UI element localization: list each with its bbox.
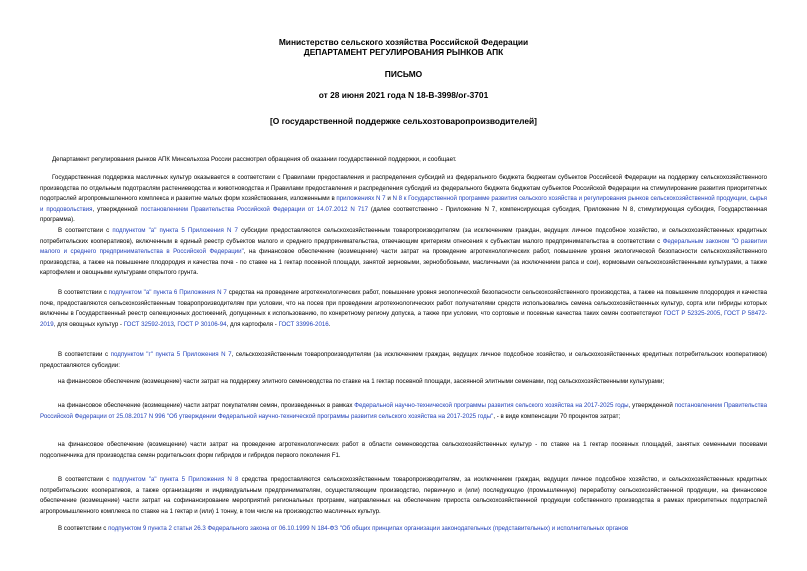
text: В соответствии с: [58, 476, 113, 483]
link-subpoint-g-point-5-appendix-7[interactable]: подпунктом "г" пункта 5 Приложения N 7: [110, 351, 232, 358]
text: В соответствии с: [58, 289, 109, 296]
paragraph-elite-seeds: на финансовое обеспечение (возмещение) части затрат на поддержку элитного семеноводства по ставке на 1 гектар посевной площади, засеянной элитными семенами, под сельскохозяйственными культурами;: [58, 378, 665, 385]
text: , утвержденной: [92, 205, 141, 213]
paragraph-seed-conditions: [40, 288, 767, 330]
link-gost-r-58472-2019[interactable]: ГОСТ Р 58472-2019: [40, 310, 767, 328]
document-subject: [О государственной поддержке сельхозтоваропроизводителей]: [270, 116, 537, 126]
link-federal-law-small-business[interactable]: Федеральным законом "О развитии малого и среднего предпринимательства в Российской Федерации": [40, 237, 767, 255]
text: , сельскохозяйственным товаропроизводителям (за исключением граждан, ведущих личное подсобное хозяйство, и сельскохозяйственных кредитных потребительских кооперативов) предоставляются субсидии:: [40, 351, 767, 369]
text: В соответствии с: [58, 525, 109, 532]
text: ,: [173, 320, 178, 328]
link-federal-law-184-fz[interactable]: подпунктом 9 пункта 2 статьи 26.3 Федерального закона от 06.10.1999 N 184-ФЗ "Об общих принципах организации законодательных (представительных) и исполнительных органов: [108, 525, 629, 532]
text: Государственная поддержка масличных культур оказывается в соответствии с Правилами предоставления и распределения субсидий из федерального бюджета бюджетам субъектов Российской Федерации на поддержку сельскохозяйственного производства по отдельным подотраслям растениеводства и животноводства и Правилами предоставления и распределения субсидий из федерального бюджета бюджетам субъектов Российской Федерации на стимулирование развития приоритетных подотраслей агропромышленного комплекса и развитие малых форм хозяйствования, изложенными в: [40, 174, 767, 202]
ministry-title: Министерство сельского хозяйства Российской Федерации: [278, 37, 529, 47]
link-appendix-7[interactable]: приложениях N 7: [336, 195, 386, 202]
text: В соответствии с: [58, 227, 113, 234]
text: , на финансовое обеспечение (возмещение) части затрат на проведение агротехнологических работ, повышение уровня экологической безопасности сельскохозяйственного производства, а также на повышение плодородия и качества почв - по ставке на 1 гектар посевной площади, занятой зерновыми, зернобобовыми, масличными (за исключением рапса и сои), кормовыми сельскохозяйственными культурами, а также картофелем и овощными культурами открытого грунта.: [40, 248, 767, 276]
text: , утвержденной: [628, 402, 675, 409]
paragraph-federal-law-184: [40, 524, 767, 535]
link-gost-r-30106-94[interactable]: ГОСТ Р 30106-94: [177, 320, 227, 328]
paragraph-seed-buyers: [40, 401, 767, 422]
link-subpoint-a-point-5-appendix-7[interactable]: подпунктом "а" пункта 5 Приложения N 7: [112, 227, 238, 234]
document-type: ПИСЬМО: [384, 69, 423, 79]
text: , для овощных культур -: [53, 320, 124, 328]
text: (далее соответственно - Приложение N 7, компенсирующая субсидия, Приложение N 8, стимулирующая субсидия, Государственная программа).: [40, 205, 767, 223]
link-gost-r-52325-2005[interactable]: ГОСТ Р 52325-2005: [663, 310, 721, 317]
paragraph-subsidy-list-intro: [40, 350, 767, 371]
text: , для картофеля -: [226, 320, 279, 328]
paragraph-subsidy-small-business: [40, 226, 767, 279]
department-title: ДЕПАРТАМЕНТ РЕГУЛИРОВАНИЯ РЫНКОВ АПК: [303, 47, 504, 57]
text: средства предоставляются сельскохозяйственным товаропроизводителям, за исключением граждан, ведущих личное подсобное хозяйство, и сельскохозяйственных кредитных потребительских кооперативов, а также организациям и индивидуальным предпринимателям, осуществляющим производство, первичную и (или) последующую (промышленную) переработку сельскохозяйственной продукции, на финансовое обеспечение (возмещение) части затрат на софинансирование мероприятий региональных программ, направленных на обеспечение прироста сельскохозяйственной продукции собственного производства в рамках приоритетных подотраслей агропромышленного комплекса по ставке на 1 гектар и (или) 1 тонну, в том числе на производство масличных культур.: [40, 476, 768, 515]
link-government-resolution-717[interactable]: постановлением Правительства Российской Федерации от 14.07.2012 N 717: [140, 205, 368, 213]
link-gost-32592-2013[interactable]: ГОСТ 32592-2013: [123, 320, 174, 328]
link-federal-scientific-program[interactable]: Федеральной научно-технической программы развития сельского хозяйства на 2017-2025 годы: [354, 402, 629, 409]
document-date-number: от 28 июня 2021 года N 18-В-3998/ог-3701: [318, 90, 489, 100]
text: на финансовое обеспечение (возмещение) части затрат покупателям семян, произведенных в рамках: [58, 402, 355, 409]
text: субсидии предоставляются сельскохозяйственным товаропроизводителям (за исключением граждан, ведущих личное подсобное хозяйство, и сельскохозяйственных кредитных потребительских кооперативов), включенным в единый реестр субъектов малого и среднего предпринимательства, отвечающим критериям отнесения к субъектам малого предпринимательства в соответствии с: [40, 227, 767, 245]
link-appendix-8-state-program[interactable]: N 8 к Государственной программе развития сельского хозяйства и регулирования рынков сельскохозяйственной продукции, сырья и продовольствия: [40, 195, 768, 213]
text: ,: [720, 310, 724, 317]
paragraph-oilseeds: [40, 173, 767, 226]
link-gost-33996-2016[interactable]: ГОСТ 33996-2016: [278, 320, 329, 328]
paragraph-intro: Департамент регулирования рынков АПК Минсельхоза России рассмотрел обращения об оказании государственной поддержки, и сообщает.: [52, 156, 457, 163]
link-government-resolution-996[interactable]: постановлением Правительства Российской Федерации от 25.08.2017 N 996 "Об утверждении Федеральной научно-технической программы развития сельского хозяйства на 2017-2025 годы": [40, 402, 767, 420]
text: , - в виде компенсации 70 процентов затрат;: [493, 412, 621, 420]
paragraph-appendix-8-subsidy: [40, 475, 767, 517]
paragraph-sunflower-seeds: на финансовое обеспечение (возмещение) части затрат на проведение агротехнологических работ в области семеноводства сельскохозяйственных культур - по ставке на 1 гектар посевных площадей, занятых семенными посевами подсолнечника для производства семян родительских форм гибридов и гибридов первого поколения F1.: [40, 441, 767, 459]
text: средства на проведение агротехнологических работ, повышение уровня экологической безопасности сельскохозяйственного производства, а также на повышение плодородия и качества почв, предоставляются сельскохозяйственным товаропроизводителям при условии, что на посев при проведении агротехнологических работ получателями средств использовались семена сельскохозяйственных культур, сорта или гибриды которых включены в Государственный реестр селекционных достижений, допущенных к использованию, по конкретному региону допуска, а также при условии, что сортовые и посевные качества таких семян соответствуют: [40, 289, 767, 317]
text: и: [385, 195, 393, 202]
link-subpoint-a-point-6-appendix-7[interactable]: подпунктом "а" пункта 6 Приложения N 7: [108, 289, 227, 296]
text: В соответствии с: [58, 351, 111, 358]
text: .: [328, 320, 331, 328]
link-subpoint-a-point-5-appendix-8[interactable]: подпунктом "а" пункта 5 Приложения N 8: [112, 476, 239, 483]
